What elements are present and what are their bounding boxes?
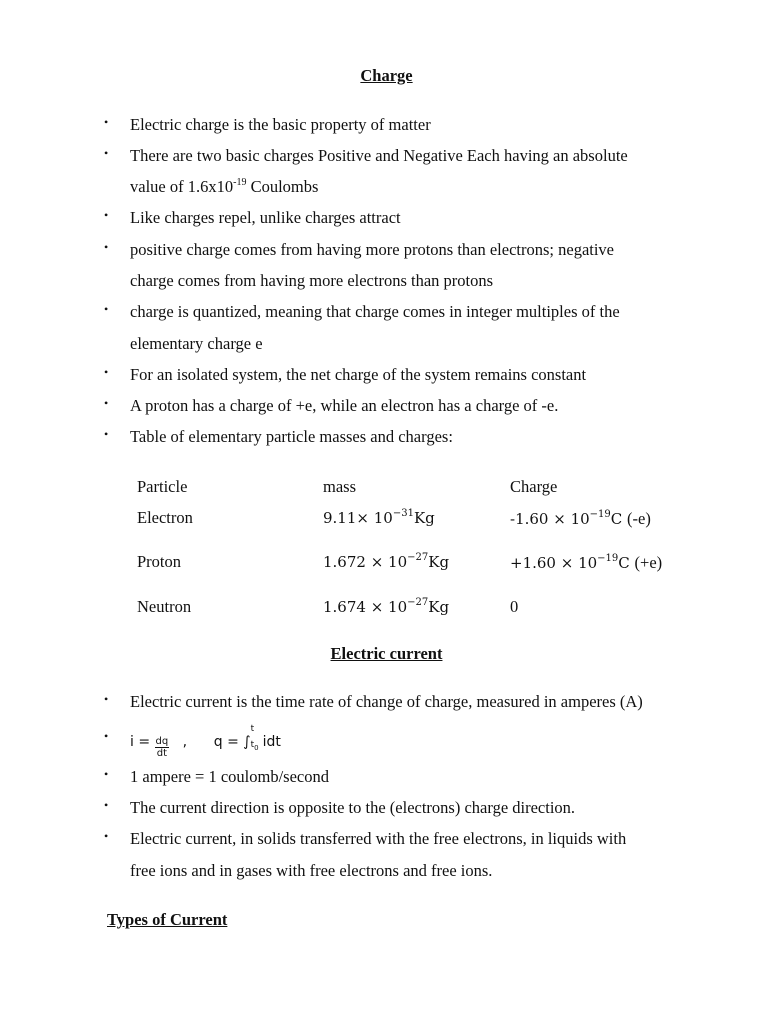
bullet-dot: • bbox=[104, 302, 109, 316]
bullet-dot: • bbox=[104, 729, 109, 743]
table-cell-particle: Neutron bbox=[137, 597, 192, 616]
list-item-text: positive charge comes from having more protons than electrons; negative bbox=[130, 240, 615, 259]
integral-limits: t $t_0$ bbox=[250, 724, 259, 752]
table-cell-charge: $+1.60 \times 10^{-19}C$ (+e) bbox=[510, 553, 663, 572]
section-title-types-of-current: Types of Current bbox=[107, 910, 228, 929]
table-header-mass: mass bbox=[323, 477, 356, 496]
bullet-dot: • bbox=[104, 240, 109, 254]
list-item-text: charge is quantized, meaning that charge comes in integer multiples of the bbox=[130, 302, 620, 321]
list-item-text: elementary charge e bbox=[130, 334, 263, 353]
table-cell-mass: $1.674 \times 10^{-27}Kg$ bbox=[323, 597, 450, 616]
bullet-dot: • bbox=[104, 427, 109, 441]
section-title-electric-current: Electric current bbox=[330, 644, 443, 663]
current-formula: i = $\frac{dq}{dt}$ , q = ∫ t $t_0$ idt bbox=[130, 724, 281, 759]
table-cell-charge: 0 bbox=[510, 597, 519, 616]
list-item-text: Like charges repel, unlike charges attract bbox=[130, 208, 401, 227]
list-item-text: Table of elementary particle masses and charges: bbox=[130, 427, 453, 446]
list-item-text: Electric current is the time rate of change of charge, measured in amperes (A) bbox=[130, 692, 643, 711]
bullet-dot: • bbox=[104, 767, 109, 781]
list-item-text: Electric current, in solids transferred with the free electrons, in liquids with bbox=[130, 829, 627, 848]
bullet-dot: • bbox=[104, 365, 109, 379]
list-item-text: The current direction is opposite to the (electrons) charge direction. bbox=[130, 798, 576, 817]
list-item-text: A proton has a charge of +e, while an electron has a charge of -e. bbox=[130, 396, 559, 415]
list-item-text: charge comes from having more electrons than protons bbox=[130, 271, 494, 290]
list-item-text: Electric charge is the basic property of matter bbox=[130, 115, 431, 134]
list-item-text: There are two basic charges Positive and Negative Each having an absolute bbox=[130, 146, 628, 165]
table-cell-charge: $-1.60 \times 10^{-19}C$ (-e) bbox=[510, 509, 651, 528]
bullet-dot: • bbox=[104, 208, 109, 222]
list-item-text: free ions and in gases with free electrons and free ions. bbox=[130, 861, 493, 880]
fraction-dq-dt: $\frac{dq}{dt}$ bbox=[155, 736, 169, 759]
list-item-text: 1 ampere = 1 coulomb/second bbox=[130, 767, 329, 786]
bullet-dot: • bbox=[104, 798, 109, 812]
table-header-charge: Charge bbox=[510, 477, 558, 496]
exponent: -19 bbox=[233, 177, 247, 188]
bullet-dot: • bbox=[104, 692, 109, 706]
bullet-dot: • bbox=[104, 829, 109, 843]
bullet-dot: • bbox=[104, 396, 109, 410]
table-header-particle: Particle bbox=[137, 477, 188, 496]
integral-sign: ∫ bbox=[243, 734, 251, 750]
list-item-text: value of $1.6x10^{-19}$ Coulombs bbox=[130, 177, 319, 196]
bullet-dot: • bbox=[104, 115, 109, 129]
table-cell-particle: Electron bbox=[137, 508, 193, 527]
list-item-text: For an isolated system, the net charge of the system remains constant bbox=[130, 365, 587, 384]
table-cell-particle: Proton bbox=[137, 552, 182, 571]
section-title-charge: Charge bbox=[360, 66, 413, 85]
bullet-dot: • bbox=[104, 146, 109, 160]
table-cell-mass: $9.11\times 10^{-31}Kg$ bbox=[323, 508, 435, 527]
table-cell-mass: $1.672 \times 10^{-27}Kg$ bbox=[323, 552, 450, 571]
